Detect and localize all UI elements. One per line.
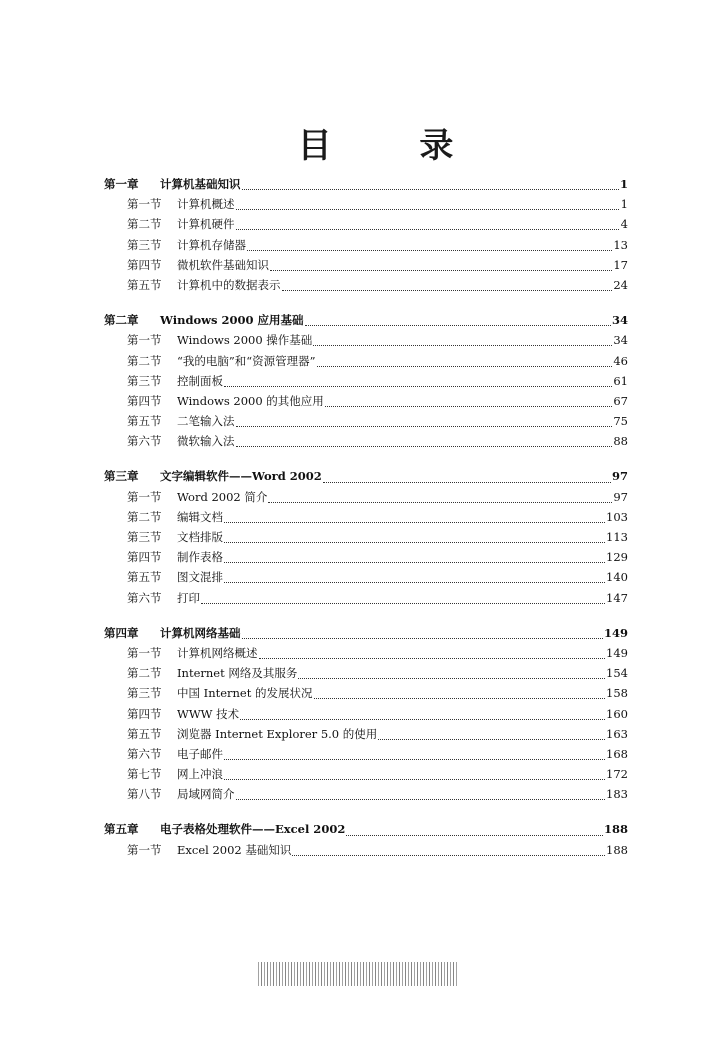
- toc-section-entry[interactable]: [104, 706, 628, 726]
- toc-section-entry-page-number: 168: [606, 746, 628, 761]
- toc-section-entry-number: 第一节: [127, 197, 162, 212]
- toc-section-entry-title: 计算机硬件: [177, 217, 235, 232]
- toc-section-entry-number: 第三节: [127, 686, 162, 701]
- toc-section-entry[interactable]: [104, 216, 628, 236]
- toc-section-entry-page-number: 24: [613, 277, 628, 292]
- toc-section-entry[interactable]: [104, 665, 628, 685]
- dot-leader: [224, 758, 605, 760]
- chapter-block: [104, 176, 628, 297]
- toc-section-entry-page-number: 163: [606, 726, 628, 741]
- toc-section-entry-page-number: 67: [613, 393, 628, 408]
- toc-section-entry-page-number: 129: [606, 550, 628, 565]
- toc-section-entry-title: 文档排版: [177, 530, 223, 544]
- toc-chapter-entry[interactable]: [104, 176, 628, 196]
- toc-section-entry-title: WWW 技术: [177, 706, 240, 721]
- toc-chapter-entry-page-number: 149: [603, 625, 628, 640]
- toc-section-entry-title: 浏览器 Internet Explorer 5.0 的使用: [177, 726, 378, 741]
- dot-leader: [224, 541, 605, 543]
- toc-section-entry-title: 局域网简介: [177, 787, 235, 802]
- toc-section-entry-number: 第五节: [127, 414, 162, 429]
- toc-section-entry-title: 中国 Internet 的发展状况: [177, 686, 313, 701]
- toc-section-entry-page-number: 75: [613, 414, 628, 429]
- toc-section-entry-page-number: 188: [606, 842, 628, 857]
- toc-section-entry-page-number: 46: [613, 353, 628, 368]
- toc-section-entry-page-number: 97: [613, 489, 628, 504]
- toc-chapter-entry-number: 第三章: [104, 469, 139, 484]
- toc-section-entry-number: 第四节: [127, 550, 162, 565]
- toc-section-entry[interactable]: [104, 645, 628, 665]
- toc-chapter-entry[interactable]: [104, 625, 628, 645]
- toc-section-entry-page-number: 88: [613, 434, 628, 449]
- toc-section-entry-page-number: 172: [606, 767, 628, 782]
- toc-chapter-entry-page-number: 34: [611, 313, 628, 328]
- dot-leader: [323, 481, 611, 483]
- toc-section-entry[interactable]: [104, 766, 628, 786]
- toc-section-entry[interactable]: [104, 196, 628, 216]
- toc-section-entry-title: Windows 2000 的其他应用: [177, 393, 324, 408]
- toc-section-entry-title: 图文混排: [177, 570, 223, 585]
- toc-section-entry-page-number: 154: [606, 666, 628, 681]
- dot-leader: [314, 697, 606, 699]
- toc-section-entry[interactable]: [104, 786, 628, 806]
- toc-section-entry-page-number: 34: [613, 333, 628, 348]
- toc-section-entry-title: “我的电脑”和“资源管理器”: [177, 353, 316, 368]
- toc-section-entry-page-number: 17: [613, 257, 628, 272]
- toc-chapter-entry-title: Windows 2000 应用基础: [160, 313, 304, 328]
- toc-section-entry-page-number: 13: [613, 237, 628, 252]
- dot-leader: [224, 561, 605, 563]
- toc-section-entry-title: 微软输入法: [177, 434, 235, 449]
- toc-section-entry-title: Internet 网络及其服务: [177, 666, 298, 681]
- dot-leader: [236, 228, 620, 230]
- toc-section-entry-number: 第五节: [127, 570, 162, 585]
- toc-section-entry-title: 计算机中的数据表示: [177, 277, 281, 292]
- dot-leader: [346, 834, 603, 836]
- toc-section-entry-title: 计算机存储器: [177, 237, 246, 252]
- toc-section-entry-page-number: 103: [606, 509, 628, 524]
- toc-section-entry[interactable]: [104, 685, 628, 705]
- dot-leader: [325, 405, 613, 407]
- toc-section-entry-title: Excel 2002 基础知识: [177, 842, 292, 857]
- toc-section-entry-page-number: 158: [606, 686, 628, 701]
- dot-leader: [240, 718, 605, 720]
- toc-section-entry[interactable]: [104, 509, 628, 529]
- dot-leader: [313, 344, 612, 346]
- toc-section-entry-title: 制作表格: [177, 550, 223, 565]
- toc-section-entry-title: 编辑文档: [177, 509, 223, 524]
- toc-section-entry-title: 电子邮件: [177, 746, 223, 761]
- toc-section-entry-title: 打印: [177, 590, 200, 605]
- toc-section-entry-page-number: 147: [606, 590, 628, 605]
- dot-leader: [270, 269, 612, 271]
- toc-section-entry-number: 第二节: [127, 666, 162, 681]
- table-of-contents: [104, 176, 628, 877]
- toc-section-entry-number: 第三节: [127, 237, 162, 252]
- dot-leader: [236, 798, 606, 800]
- chapter-block: [104, 821, 628, 861]
- dot-leader: [282, 289, 613, 291]
- page-title: 目 录: [297, 126, 492, 166]
- toc-section-entry-number: 第一节: [127, 842, 162, 857]
- toc-section-entry-title: 微机软件基础知识: [177, 257, 269, 272]
- toc-section-entry-number: 第一节: [127, 333, 162, 348]
- dot-leader: [317, 365, 613, 367]
- toc-section-entry-number: 第三节: [127, 530, 162, 544]
- toc-section-entry[interactable]: [104, 569, 628, 589]
- toc-section-entry-number: 第六节: [127, 434, 162, 449]
- toc-chapter-entry-number: 第五章: [104, 822, 139, 837]
- chapter-block: [104, 625, 628, 807]
- toc-chapter-entry-number: 第二章: [104, 313, 139, 328]
- dot-leader: [201, 602, 605, 604]
- toc-section-entry-page-number: 183: [606, 787, 628, 802]
- dot-leader: [236, 445, 613, 447]
- dot-leader: [259, 657, 606, 659]
- toc-section-entry-number: 第四节: [127, 706, 162, 721]
- scan-barcode-mark: [258, 962, 458, 986]
- toc-section-entry-number: 第二节: [127, 353, 162, 368]
- toc-chapter-entry-title: 文字编辑软件——Word 2002: [160, 469, 322, 484]
- toc-section-entry[interactable]: [104, 413, 628, 433]
- dot-leader: [242, 637, 603, 639]
- toc-section-entry-number: 第二节: [127, 509, 162, 524]
- dot-leader: [236, 425, 613, 427]
- toc-section-entry[interactable]: [104, 237, 628, 257]
- toc-section-entry-title: 网上冲浪: [177, 767, 223, 782]
- dot-leader: [242, 188, 619, 190]
- toc-section-entry-number: 第三节: [127, 373, 162, 388]
- toc-section-entry-page-number: 4: [620, 217, 628, 232]
- toc-section-entry[interactable]: [104, 842, 628, 862]
- toc-section-entry-number: 第八节: [127, 787, 162, 802]
- toc-section-entry[interactable]: [104, 373, 628, 393]
- toc-section-entry[interactable]: [104, 590, 628, 610]
- toc-chapter-entry-page-number: 97: [611, 469, 628, 484]
- toc-chapter-entry-page-number: 188: [603, 822, 628, 837]
- dot-leader: [292, 854, 605, 856]
- dot-leader: [224, 385, 612, 387]
- toc-section-entry-page-number: 149: [606, 645, 628, 660]
- toc-chapter-entry[interactable]: [104, 821, 628, 841]
- toc-section-entry[interactable]: [104, 746, 628, 766]
- dot-leader: [224, 581, 605, 583]
- chapter-block: [104, 312, 628, 453]
- toc-chapter-entry-title: 计算机基础知识: [160, 177, 241, 191]
- toc-section-entry-page-number: 113: [606, 530, 628, 544]
- toc-section-entry[interactable]: [104, 257, 628, 277]
- dot-leader: [224, 778, 605, 780]
- toc-section-entry[interactable]: [104, 353, 628, 373]
- dot-leader: [268, 501, 612, 503]
- toc-section-entry-number: 第六节: [127, 590, 162, 605]
- toc-chapter-entry-number: 第四章: [104, 625, 139, 640]
- toc-section-entry-number: 第一节: [127, 645, 162, 660]
- toc-section-entry-title: Windows 2000 操作基础: [177, 333, 313, 348]
- toc-chapter-entry[interactable]: [104, 312, 628, 332]
- toc-section-entry-page-number: 140: [606, 570, 628, 585]
- toc-section-entry[interactable]: [104, 549, 628, 569]
- toc-section-entry[interactable]: [104, 489, 628, 509]
- toc-section-entry[interactable]: [104, 277, 628, 297]
- toc-section-entry[interactable]: [104, 529, 628, 549]
- toc-section-entry-title: 二笔输入法: [177, 414, 235, 429]
- toc-chapter-entry-number: 第一章: [104, 177, 139, 191]
- toc-chapter-entry-title: 电子表格处理软件——Excel 2002: [160, 822, 346, 837]
- toc-section-entry-number: 第七节: [127, 767, 162, 782]
- toc-section-entry-number: 第一节: [127, 489, 162, 504]
- toc-chapter-entry[interactable]: [104, 468, 628, 488]
- toc-section-entry[interactable]: [104, 726, 628, 746]
- dot-leader: [236, 208, 620, 210]
- toc-section-entry-title: 计算机网络概述: [177, 645, 258, 660]
- toc-section-entry-page-number: 61: [613, 373, 628, 388]
- dot-leader: [298, 677, 605, 679]
- chapter-block: [104, 468, 628, 609]
- toc-section-entry-number: 第五节: [127, 277, 162, 292]
- toc-section-entry-number: 第六节: [127, 746, 162, 761]
- toc-section-entry-number: 第五节: [127, 726, 162, 741]
- toc-section-entry-title: Word 2002 简介: [177, 489, 268, 504]
- toc-section-entry[interactable]: [104, 332, 628, 352]
- toc-section-entry[interactable]: [104, 393, 628, 413]
- toc-section-entry-number: 第四节: [127, 393, 162, 408]
- dot-leader: [378, 738, 605, 740]
- dot-leader: [224, 521, 605, 523]
- toc-section-entry-page-number: 160: [606, 706, 628, 721]
- toc-section-entry-title: 控制面板: [177, 373, 223, 388]
- dot-leader: [305, 324, 611, 326]
- toc-section-entry-title: 计算机概述: [177, 197, 235, 212]
- toc-chapter-entry-title: 计算机网络基础: [160, 625, 241, 640]
- toc-section-entry[interactable]: [104, 433, 628, 453]
- dot-leader: [247, 249, 612, 251]
- toc-section-entry-page-number: 1: [620, 197, 628, 212]
- toc-section-entry-number: 第四节: [127, 257, 162, 272]
- toc-chapter-entry-page-number: 1: [619, 177, 628, 191]
- toc-section-entry-number: 第二节: [127, 217, 162, 232]
